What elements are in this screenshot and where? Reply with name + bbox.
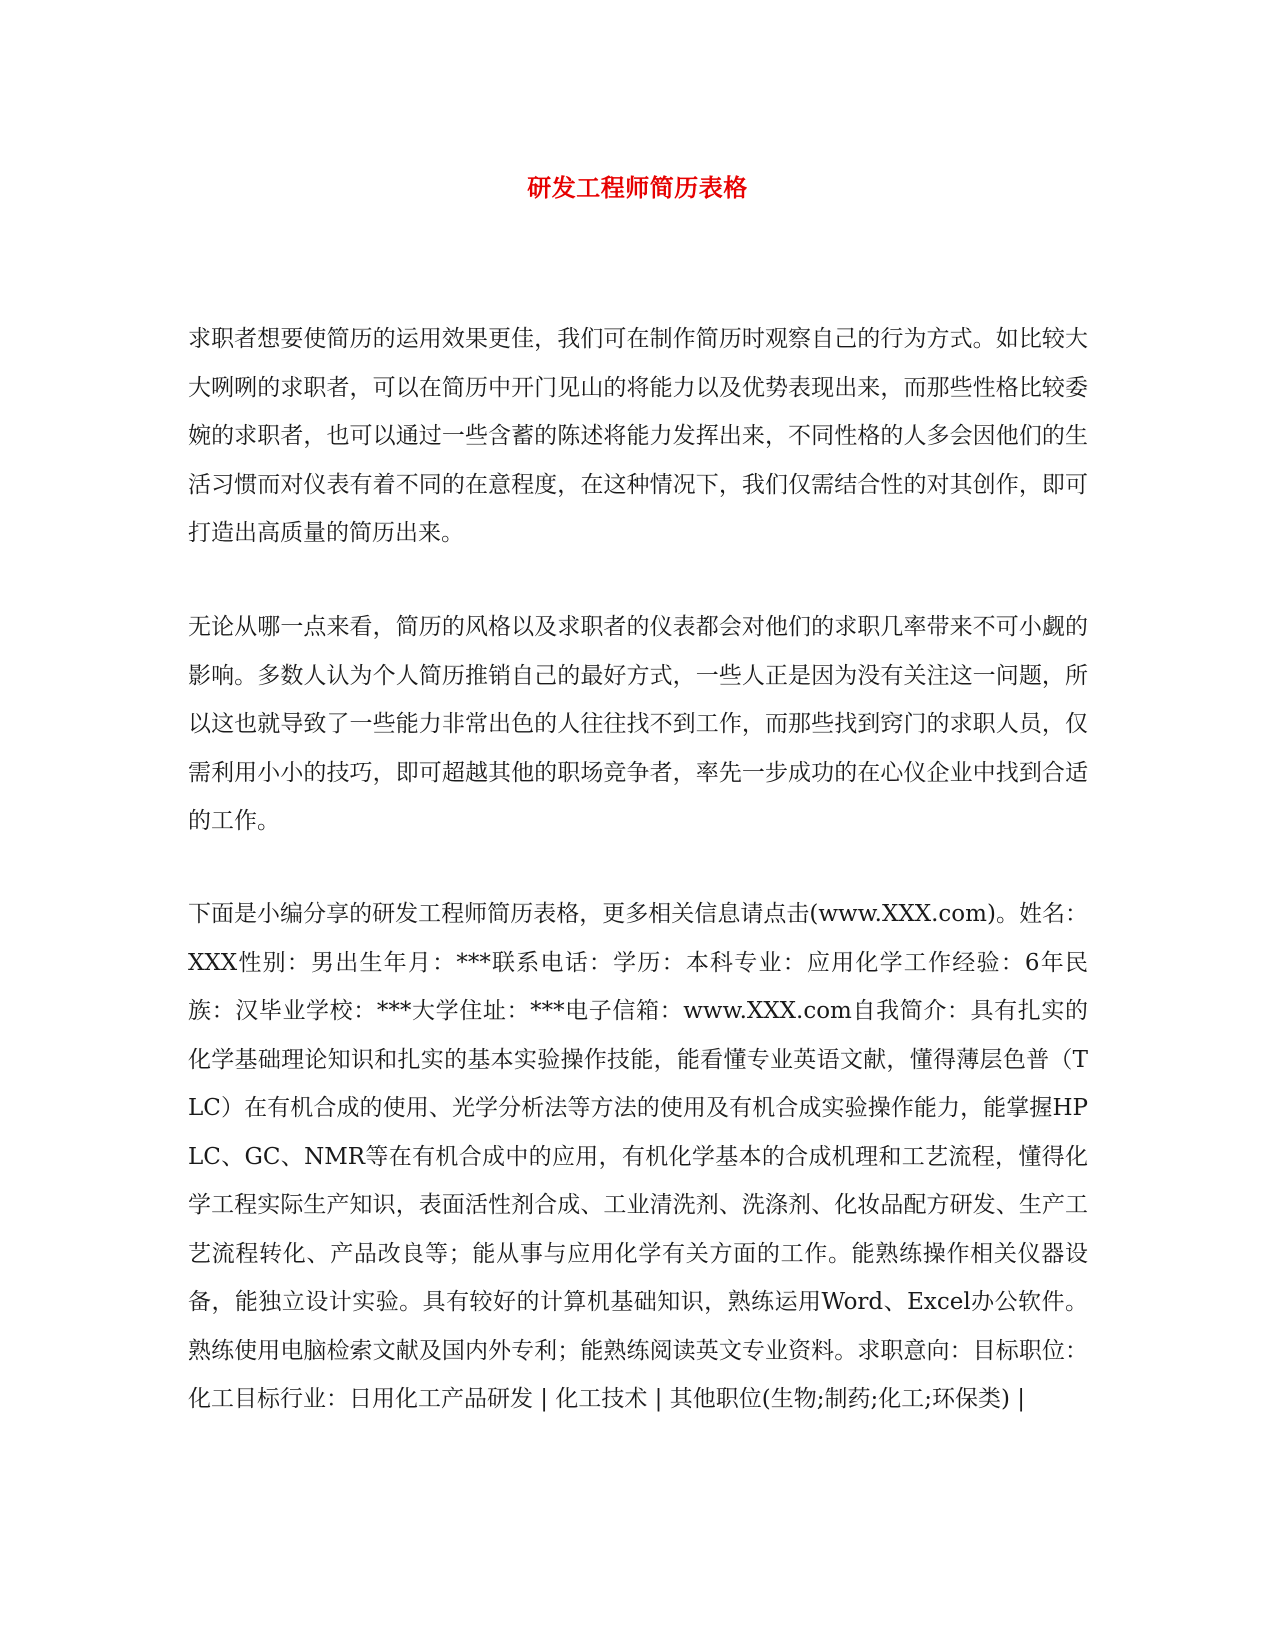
second-paragraph: 无论从哪一点来看，简历的风格以及求职者的仪表都会对他们的求职几率带来不可小觑的影响。多数人认为个人简历推销自己的最好方式，一些人正是因为没有关注这一问题，所以这也就导致了一些能力非常出色的人往往找不到工作，而那些找到窍门的求职人员，仅需利用小小的技巧，即可超越其他的职场竞争者，率先一步成功的在心仪企业中找到合适的工作。: [188, 614, 1088, 834]
document-title: 研发工程师简历表格: [527, 173, 748, 202]
intro-paragraph: 求职者想要使简历的运用效果更佳，我们可在制作简历时观察自己的行为方式。如比较大大咧咧的求职者，可以在简历中开门见山的将能力以及优势表现出来，而那些性格比较委婉的求职者，也可以通过一些含蓄的陈述将能力发挥出来，不同性格的人多会因他们的生活习惯而对仪表有着不同的在意程度，在这种情况下，我们仅需结合性的对其创作，即可打造出高质量的简历出来。: [188, 326, 1088, 546]
resume-details-paragraph: 下面是小编分享的研发工程师简历表格，更多相关信息请点击(www.XXX.com)。姓名：XXX性别：男出生年月：***联系电话：学历：本科专业：应用化学工作经验：6年民族：汉毕业学校：***大学住址：***电子信箱：www.XXX.com自我简介：具有扎实的化学基础理论知识和扎实的基本实验操作技能，能看懂专业英语文献，懂得薄层色普（TLC）在有机合成的使用、光学分析法等方法的使用及有机合成实验操作能力，能掌握HPLC、GC、NMR等在有机合成中的应用，有机化学基本的合成机理和工艺流程，懂得化学工程实际生产知识，表面活性剂合成、工业清洗剂、洗涤剂、化妆品配方研发、生产工艺流程转化、产品改良等；能从事与应用化学有关方面的工作。能熟练操作相关仪器设备，能独立设计实验。具有较好的计算机基础知识，熟练运用Word、Excel办公软件。熟练使用电脑检索文献及国内外专利；能熟练阅读英文专业资料。求职意向：目标职位：化工目标行业：日用化工产品研发 | 化工技术 | 其他职位(生物;制药;化工;环保类) |: [188, 901, 1088, 1412]
